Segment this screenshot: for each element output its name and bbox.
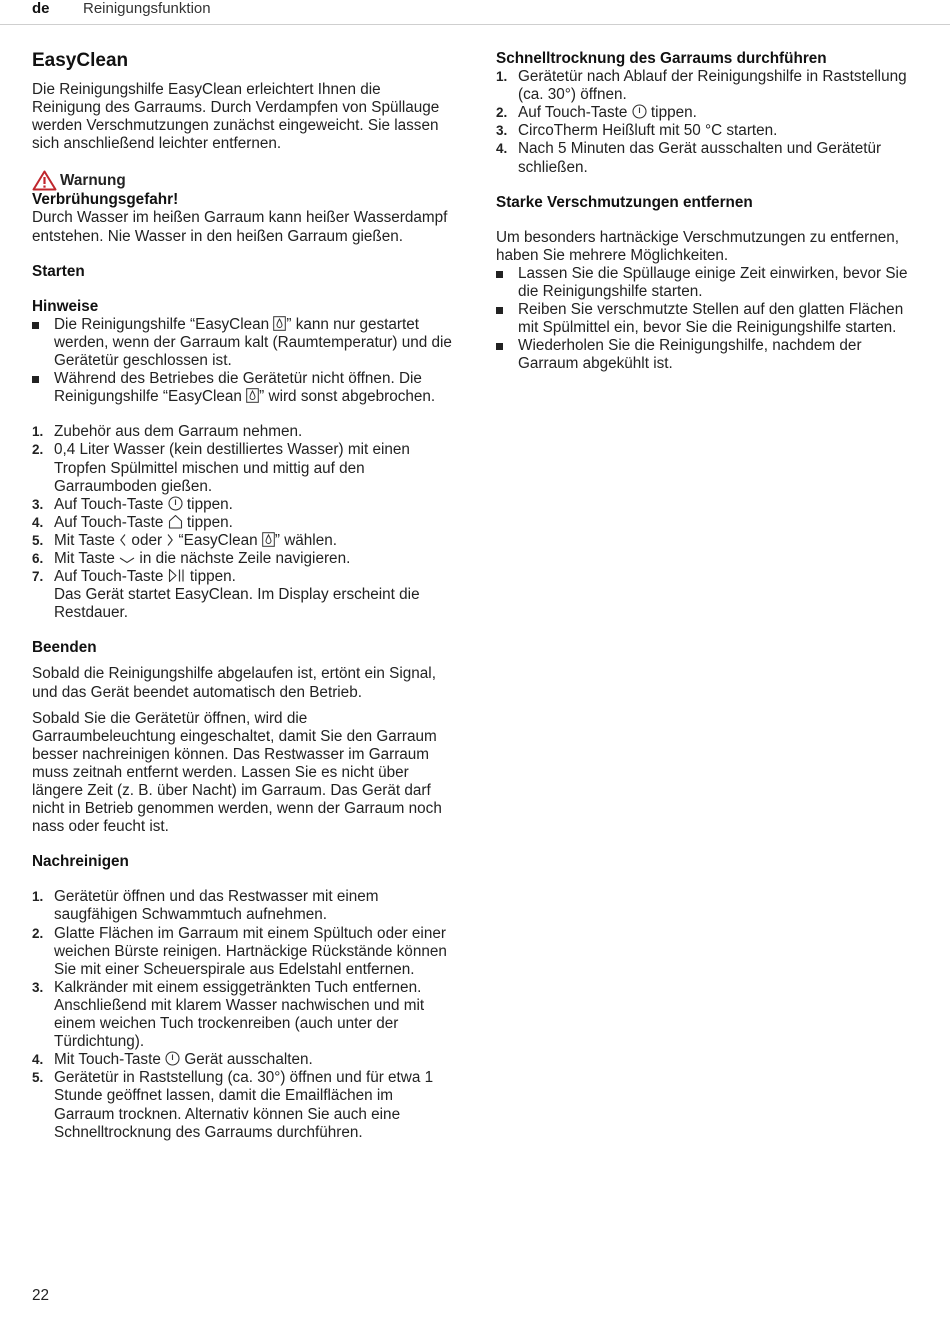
section-heading-schnelltrocknung: Schnelltrocknung des Garraums durchführen [496, 50, 827, 67]
section-heading-nachreinigen: Nachreinigen [32, 853, 129, 871]
bullet-item: Wiederholen Sie die Reinigungshilfe, nachdem der Garraum abgekühlt ist. [496, 337, 916, 373]
warning-triangle-icon [32, 170, 57, 191]
beenden-paragraph-1: Sobald die Reinigungshilfe abgelaufen ist, ertönt ein Signal, und das Gerät beendet automatisch den Betrieb. [32, 665, 436, 701]
starke-intro: Um besonders hartnäckige Verschmutzungen zu entfernen, haben Sie mehrere Möglichkeiten. [496, 228, 900, 264]
intro-paragraph: Die Reinigungshilfe EasyClean erleichtert Ihnen die Reinigung des Garraums. Durch Verdampfen von Spüllauge werden Verschmutzungen zunächst eingeweicht. Sie lassen sich anschließend leichter entfernen. [32, 81, 440, 153]
hints-heading: Hinweise [32, 297, 99, 315]
power-icon [168, 496, 183, 511]
step-item: 4. Mit Touch-Taste Gerät ausschalten. [32, 1051, 313, 1069]
step-item: 4. Nach 5 Minuten das Gerät ausschalten und Gerätetür schließen. [496, 140, 882, 176]
starke-bullets-list [496, 265, 916, 374]
hint-item: Die Reinigungshilfe “EasyClean ” kann nur gestartet werden, wenn der Garraum kalt (Raumtemperatur) und die Gerätetür geschlossen ist. [32, 316, 452, 370]
hints-list [32, 316, 452, 406]
step-item: 2. Auf Touch-Taste tippen. [496, 104, 697, 122]
left-column [32, 46, 452, 1142]
start-steps-list [32, 423, 452, 622]
section-title: Reinigungsfunktion [83, 0, 211, 17]
bullet-square-icon [32, 376, 39, 383]
beenden-paragraph-2: Sobald Sie die Gerätetür öffnen, wird die Garraumbeleuchtung eingeschaltet, damit Sie den Garraum besser nachreinigen können. Das Restwasser im Garraum muss zeitnah entfernt werden. Lassen Sie es nicht über längere Zeit (z. B. über Nacht) im Garraum. Das Gerät darf nicht in Betrieb genommen werden, wenn der Garraum noch nass oder feucht ist. [32, 709, 442, 836]
step-item: 7. Auf Touch-Taste tippen. Das Gerät startet EasyClean. Im Display erscheint die Restdauer. [32, 568, 420, 622]
page-title: EasyClean [32, 50, 129, 71]
warning-header [32, 170, 452, 191]
start-stop-icon [168, 568, 186, 583]
bullet-item: Reiben Sie verschmutzte Stellen auf den glatten Flächen mit Spülmittel ein, bevor Sie die Reinigungshilfe starten. [496, 301, 916, 337]
section-heading-starten: Starten [32, 262, 85, 280]
step-item: 5. Gerätetür in Raststellung (ca. 30°) öffnen und für etwa 1 Stunde geöffnet lassen, damit die Emailflächen im Garraum trocknen. Alternativ können Sie auch eine Schnelltrocknung des Garraums durchführen. [32, 1069, 434, 1141]
warning-heading: Verbrühungsgefahr! [32, 191, 179, 209]
step-item: 3. Auf Touch-Taste tippen. [32, 495, 233, 513]
power-icon [165, 1051, 180, 1066]
bullet-square-icon [496, 307, 503, 314]
warning-text: Durch Wasser im heißen Garraum kann heißer Wasserdampf entstehen. Nie Wasser in den heißen Garraum gießen. [32, 209, 448, 245]
language-tag: de [32, 0, 50, 17]
step-item: 1. Zubehör aus dem Garraum nehmen. [32, 423, 303, 441]
bullet-square-icon [32, 322, 39, 329]
power-icon [632, 104, 647, 119]
warning-label: Warnung [60, 171, 126, 189]
step-item: 4. Auf Touch-Taste tippen. [32, 513, 233, 531]
chevron-down-icon [119, 555, 135, 565]
step-item: 2. Glatte Flächen im Garraum mit einem Spültuch oder einer weichen Bürste reinigen. Hartnäckige Rückstände können Sie mit einer Scheuerspirale aus Edelstahl entfernen. [32, 924, 447, 978]
chevron-left-icon [119, 533, 127, 547]
step-item: 6. Mit Taste in die nächste Zeile navigieren. [32, 549, 351, 567]
easyclean-drop-icon [246, 388, 259, 403]
warning-block [32, 170, 452, 245]
step-item: 3. Kalkränder mit einem essiggetränkten Tuch entfernen. Anschließend mit klarem Wasser nachwischen und mit einem weichen Tuch trockenreiben (auch unter der Türdichtung). [32, 978, 425, 1051]
home-icon [168, 514, 183, 529]
step-result: Das Gerät startet EasyClean. Im Display erscheint die Restdauer. [54, 586, 420, 622]
header-divider [0, 24, 950, 25]
hint-item: Während des Betriebes die Gerätetür nicht öffnen. Die Reinigungshilfe “EasyClean ” wird sonst abgebrochen. [32, 370, 452, 406]
step-item: 3. CircoTherm Heißluft mit 50 °C starten. [496, 122, 778, 140]
easyclean-drop-icon [273, 316, 286, 331]
bullet-square-icon [496, 343, 503, 350]
step-item: 1. Gerätetür öffnen und das Restwasser mit einem saugfähigen Schwammtuch aufnehmen. [32, 888, 379, 924]
step-item: 2. 0,4 Liter Wasser (kein destilliertes Wasser) mit einen Tropfen Spülmittel mischen und mittig auf den Garraumboden gießen. [32, 441, 410, 495]
step-item: 1. Gerätetür nach Ablauf der Reinigungshilfe in Raststellung (ca. 30°) öffnen. [496, 68, 907, 104]
schnelltrocknung-steps-list [496, 68, 916, 177]
bullet-square-icon [496, 271, 503, 278]
section-heading-starke-verschmutzungen: Starke Verschmutzungen entfernen [496, 193, 753, 211]
step-item: 5. Mit Taste oder “EasyClean ” wählen. [32, 531, 337, 549]
bullet-item: Lassen Sie die Spüllauge einige Zeit einwirken, bevor Sie die Reinigungshilfe starten. [496, 265, 916, 301]
nachreinigen-steps-list [32, 888, 452, 1141]
section-heading-beenden: Beenden [32, 639, 97, 657]
page-number: 22 [32, 1287, 50, 1304]
easyclean-drop-icon [262, 532, 275, 547]
right-column [496, 50, 916, 374]
